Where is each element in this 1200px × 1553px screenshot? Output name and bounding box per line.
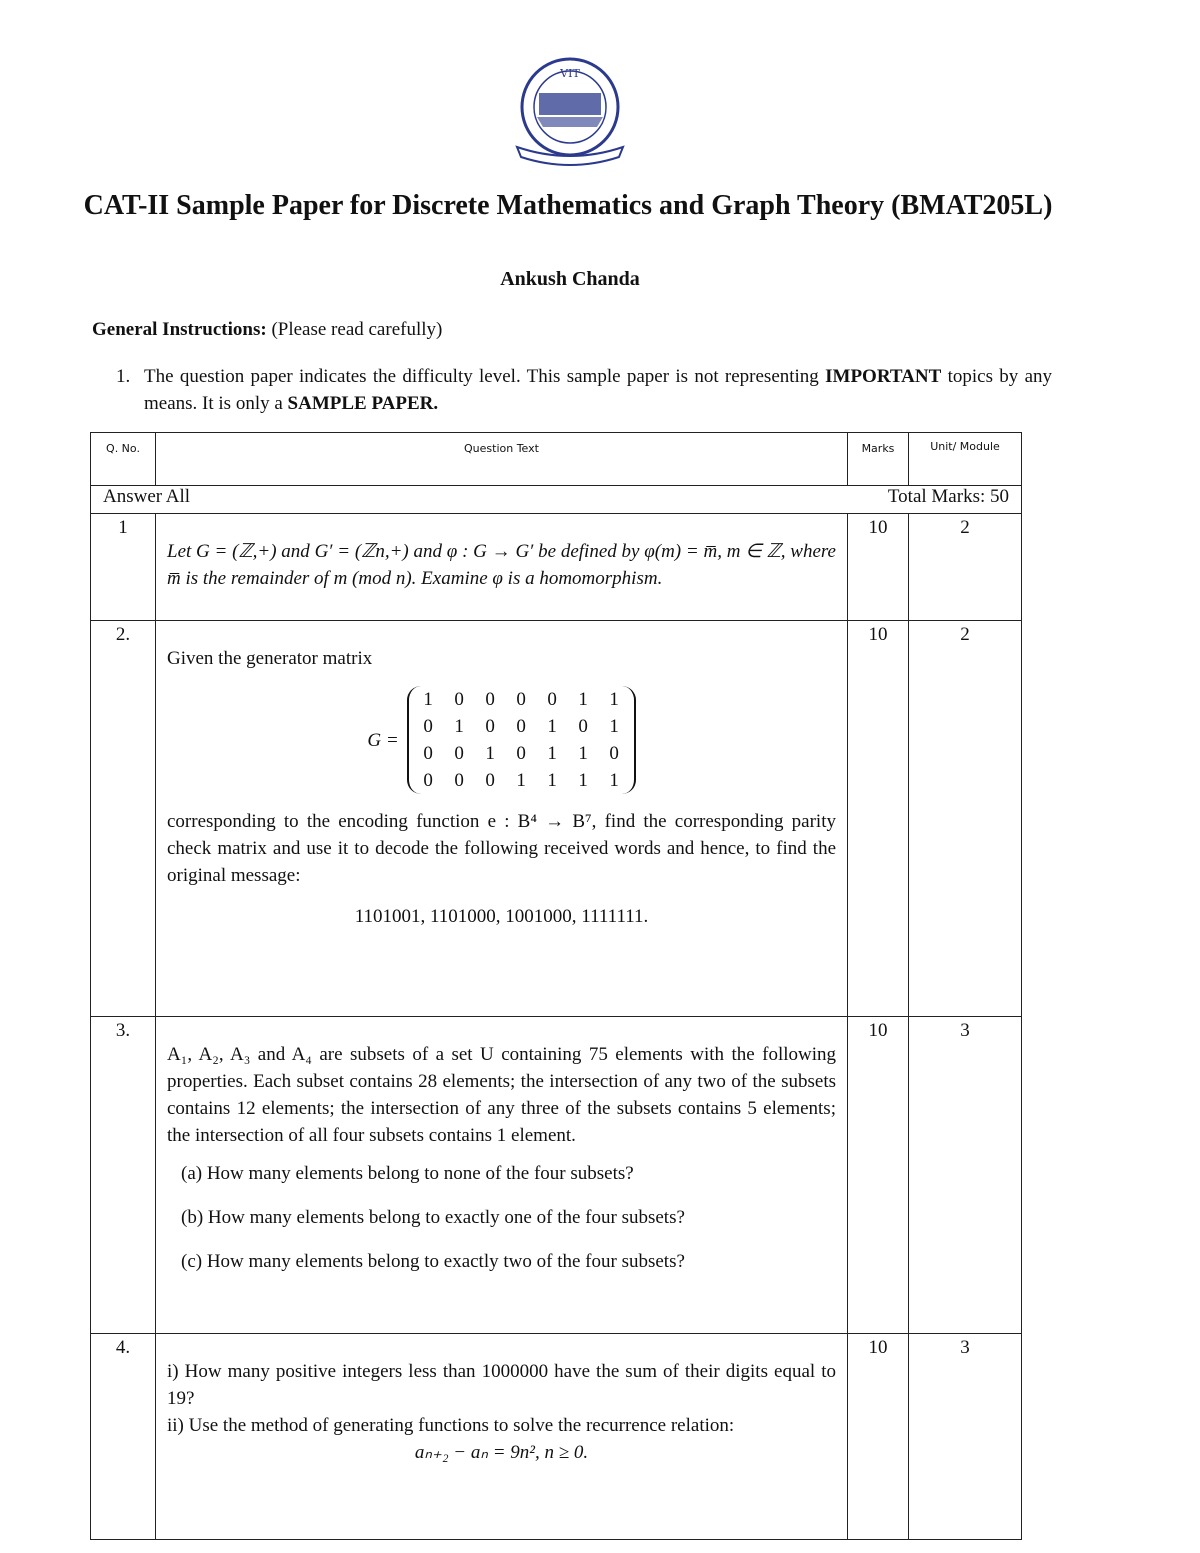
matrix-cell: 0	[609, 743, 619, 764]
instructions-heading: General Instructions:	[92, 319, 267, 340]
q3-part: (b) How many elements belong to exactly one of the four subsets?	[181, 1207, 685, 1228]
matrix-cell: 1	[609, 716, 619, 737]
matrix-cell: 1	[578, 770, 588, 791]
q3-text: A₁, A₂, A₃ and A₄ are subsets of a set U containing 75 elements with the following properties. Each subset contains 28 elements; the intersection of any two of the subsets contains 12 elements; the intersection of any three of the subsets contains 5 elements; the intersection of all four subsets contains 1 element.	[167, 1044, 836, 1146]
unit: 2	[909, 514, 1022, 621]
question-number: 4.	[91, 1334, 156, 1540]
matrix-grid	[407, 686, 636, 794]
total-marks: Total Marks: 50	[848, 486, 1022, 514]
vit-logo	[509, 55, 631, 167]
q4-part-ii: ii) Use the method of generating functions to solve the recurrence relation:	[167, 1415, 735, 1436]
table-row	[91, 1334, 1022, 1540]
generator-matrix	[167, 686, 836, 794]
question-text	[156, 621, 848, 1017]
matrix-cell: 1	[516, 770, 526, 791]
matrix-cell: 1	[578, 689, 588, 710]
question-number: 3.	[91, 1017, 156, 1334]
q1-text: Let G = (ℤ,+) and G′ = (ℤn,+) and φ : G → G′ be defined by φ(m) = m̅, m ∈ ℤ, where m̅ is the remainder of m (mod n). Examine φ is a homomorphism.	[167, 541, 836, 589]
instruction-part-d: SAMPLE PAPER.	[287, 393, 439, 414]
matrix-cell: 0	[454, 743, 464, 764]
q4-part-i: i) How many positive integers less than 1000000 have the sum of their digits equal to 19?	[167, 1361, 836, 1409]
instruction-number: 1.	[116, 366, 131, 387]
q2-text: corresponding to the encoding function e : B⁴ → B⁷, find the corresponding parity check matrix and use it to decode the following received words and hence, to find the original message:	[167, 811, 836, 886]
instruction-part-c: topics by any means. It is only a	[144, 366, 1053, 414]
header-marks: Marks	[848, 433, 909, 486]
matrix-cell: 0	[578, 716, 588, 737]
answer-all: Answer All	[91, 486, 848, 514]
matrix-cell: 1	[423, 689, 433, 710]
matrix-cell: 0	[423, 770, 433, 791]
logo-text: VIT	[560, 67, 580, 80]
q3-parts	[181, 1160, 836, 1275]
matrix-cell: 0	[485, 770, 495, 791]
q3-part: (a) How many elements belong to none of the four subsets?	[181, 1163, 634, 1184]
matrix-cell: 0	[516, 743, 526, 764]
received-words: 1101001, 1101000, 1001000, 1111111.	[354, 906, 649, 927]
instruction-text	[144, 363, 1052, 417]
header-unit: Unit/ Module	[909, 433, 1022, 486]
matrix-cell: 0	[485, 689, 495, 710]
table-header-row	[91, 433, 1022, 486]
matrix-cell: 0	[454, 770, 464, 791]
question-number: 1	[91, 514, 156, 621]
question-text	[156, 1017, 848, 1334]
matrix-label: G =	[367, 729, 399, 751]
matrix-cell: 0	[485, 716, 495, 737]
question-text	[156, 514, 848, 621]
unit: 3	[909, 1017, 1022, 1334]
matrix-cell: 0	[516, 716, 526, 737]
instruction-part-a: The question paper indicates the difficulty level. This sample paper is not representing	[144, 366, 819, 387]
q3-part: (c) How many elements belong to exactly two of the four subsets?	[181, 1251, 685, 1272]
matrix-cell: 1	[547, 716, 557, 737]
instruction-part-b: IMPORTANT	[825, 366, 942, 387]
marks: 10	[848, 1334, 909, 1540]
table-row	[91, 621, 1022, 1017]
table-row	[91, 514, 1022, 621]
paper-title: CAT-II Sample Paper for Discrete Mathematics and Graph Theory (BMAT205L)	[83, 190, 1053, 221]
question-table	[90, 432, 1022, 1540]
instructions-note: (Please read carefully)	[271, 319, 443, 340]
matrix-cell: 0	[547, 689, 557, 710]
unit: 3	[909, 1334, 1022, 1540]
matrix-cell: 1	[609, 689, 619, 710]
table-row	[91, 1017, 1022, 1334]
marks: 10	[848, 621, 909, 1017]
recurrence-equation: aₙ₊₂ − aₙ = 9n², n ≥ 0.	[414, 1442, 589, 1463]
header-qno: Q. No.	[91, 433, 156, 486]
marks: 10	[848, 514, 909, 621]
matrix-cell: 0	[423, 716, 433, 737]
matrix-cell: 1	[578, 743, 588, 764]
question-text	[156, 1334, 848, 1540]
matrix-cell: 1	[547, 743, 557, 764]
answer-all-row	[91, 486, 1022, 514]
matrix-cell: 1	[454, 716, 464, 737]
q2-intro: Given the generator matrix	[167, 648, 373, 669]
instruction-item	[116, 363, 1052, 417]
matrix-cell: 1	[609, 770, 619, 791]
author-name: Ankush Chanda	[500, 268, 640, 290]
marks: 10	[848, 1017, 909, 1334]
matrix-cell: 0	[454, 689, 464, 710]
matrix-cell: 0	[516, 689, 526, 710]
general-instructions	[92, 319, 442, 341]
unit: 2	[909, 621, 1022, 1017]
matrix-cell: 1	[547, 770, 557, 791]
matrix-cell: 0	[423, 743, 433, 764]
question-number: 2.	[91, 621, 156, 1017]
matrix-cell: 1	[485, 743, 495, 764]
header-question: Question Text	[156, 433, 848, 486]
